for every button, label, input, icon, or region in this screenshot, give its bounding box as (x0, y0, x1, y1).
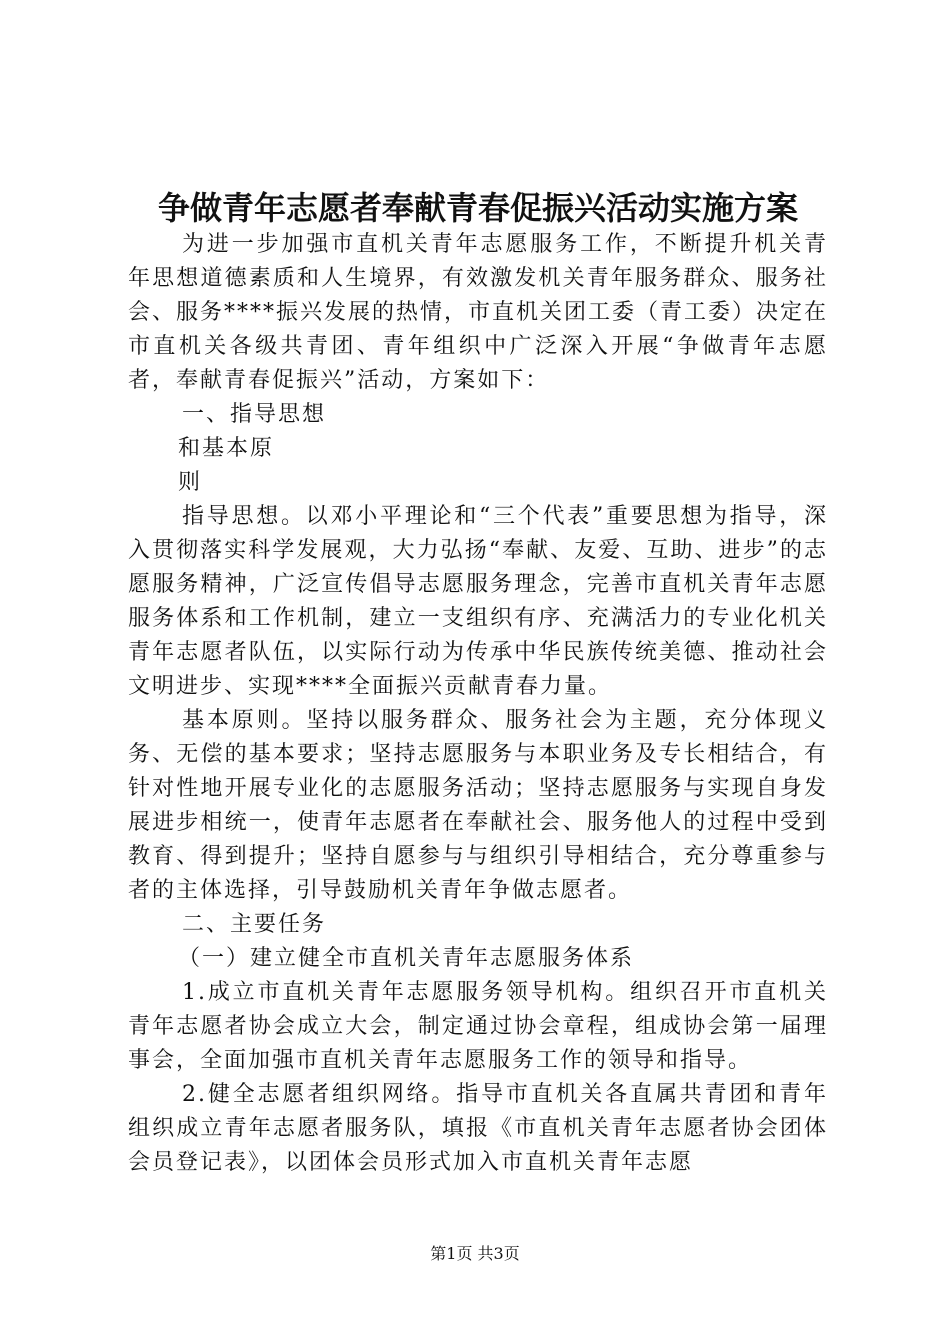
subsection-heading-system: （一）建立健全市直机关青年志愿服务体系 (178, 946, 635, 971)
basic-principle-paragraph: 基本原则。坚持以服务群众、服务社会为主题，充分体现义务、无偿的基本要求；坚持志愿服务与本职业务及专长相结合，有针对性地开展专业化的志愿服务活动；坚持志愿服务与实现自身发展进步相统一，使青年志愿者在奉献社会、服务他人的过程中受到教育、得到提升；坚持自愿参与与组织引导相结合，充分尊重参与者的主体选择，引导鼓励机关青年争做志愿者。 (128, 708, 828, 903)
document-body (128, 228, 828, 1180)
guiding-thought-paragraph: 指导思想。以邓小平理论和“三个代表”重要思想为指导，深入贯彻落实科学发展观，大力弘扬“奉献、友爱、互助、进步”的志愿服务精神，广泛宣传倡导志愿服务理念，完善市直机关青年志愿服务体系和工作机制，建立一支组织有序、充满活力的专业化机关青年志愿者队伍，以实际行动为传承中华民族传统美德、推动社会文明进步、实现****全面振兴贡献青春力量。 (128, 504, 828, 699)
document-title: 争做青年志愿者奉献青春促振兴活动实施方案 (157, 189, 798, 227)
task-item-2: 2.健全志愿者组织网络。指导市直机关各直属共青团和青年组织成立青年志愿者服务队，填报《市直机关青年志愿者协会团体会员登记表》，以团体会员形式加入市直机关青年志愿 (128, 1082, 828, 1175)
section-heading-continued: 和基本原 (178, 436, 275, 461)
task-item-1: 1.成立市直机关青年志愿服务领导机构。组织召开市直机关青年志愿者协会成立大会，制定通过协会章程，组成协会第一届理事会，全面加强市直机关青年志愿服务工作的领导和指导。 (128, 980, 828, 1073)
section-heading-main-tasks: 二、主要任务 (182, 912, 327, 937)
section-heading-guiding-thought: 一、指导思想 (182, 402, 327, 427)
intro-paragraph: 为进一步加强市直机关青年志愿服务工作，不断提升机关青年思想道德素质和人生境界，有效激发机关青年服务群众、服务社会、服务****振兴发展的热情，市直机关团工委（青工委）决定在市直机关各级共青团、青年组织中广泛深入开展“争做青年志愿者，奉献青春促振兴”活动，方案如下： (128, 232, 829, 393)
page-footer: 第1页 共3页 (430, 1244, 520, 1263)
section-heading-continued-end: 则 (178, 470, 203, 495)
